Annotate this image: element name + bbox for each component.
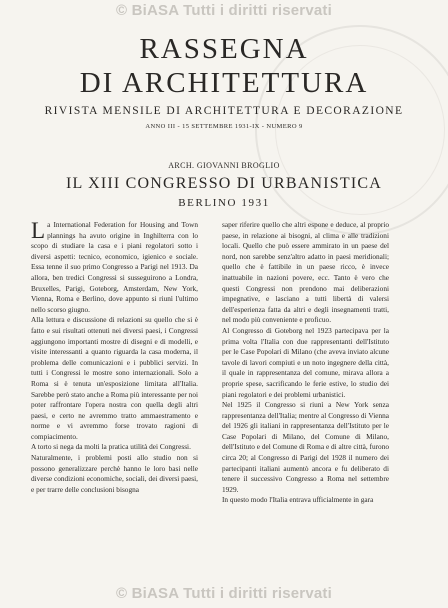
article-author: ARCH. GIOVANNI BROGLIO [168,161,280,170]
paragraph: Nel 1925 il Congresso si riunì a New York senza rappresentanza dell'Italia; mentre al Congresso di Vienna del 1926 gli italiani in rappresentanza dell'Istituto per le Case Popolari di Milano, del Comune di Milano, dell'Istituto e del Comune di Roma e di altre città, furono circa 20; al Congresso di Parigi del 1928 il numero dei partecipanti italiani aumentò ancora e fu deliberato di tenere il successivo Congresso a Roma nel settembre 1929. [222,400,389,494]
masthead-title-line2: DI ARCHITETTURA [79,67,369,99]
paragraph: La International Federation for Housing and Town plannings ha avuto origine in Inghilterra con lo scopo di studiare la casa e i piani regolatori sotto i diversi aspetti: tecnico, economico, igienico e sociale. Essa tenne il suo primo Congresso a Parigi nel 1913. Da allora, ben tredici Congressi si susseguirono a Londra, Bruxelles, Parigi, Goteborg, Amsterdam, New York, Vienna, Roma e Berlino, dove appunto si riunì l'ultimo nello scorso giugno. [31,218,198,314]
watermark-top: © BiASA Tutti i diritti riservati [115,2,332,19]
watermark-bottom: © BiASA Tutti i diritti riservati [115,585,332,602]
paragraph: Alla lettura e discussione di relazioni su quello che si è fatto e sui risultati ottenuti nei diversi paesi, i Congressi aggiungono importanti mostre di disegni e di modelli, e visite interessanti a quanto riguarda la casa moderna, il problema delle comunicazioni e i pubblici servizi. In tutti i Congressi le mostre sono internazionali. Solo a Roma si è tenuta un'esposizione limitata all'Italia. Sarebbe però stato anche a Roma più interessante per noi poter raffrontare l'opera nostra con quella degli altri paesi, e certo ne avremmo tratto ammaestramento e norme e vi avremmo forse trovato ragioni di compiacimento. [31,315,198,441]
issue-line: ANNO III - 15 SETTEMBRE 1931-IX - NUMERO 9 [145,123,303,130]
paragraph: Al Congresso di Goteborg nel 1923 partecipava per la prima volta l'Italia con due rappresentanti dell'Istituto per le Case Popolari di Milano (che aveva inviato alcune tavole di lavori compiuti e un noto ingegnere della città, il quale in rappresentanza del comune, mirava allora a proprie spese, sacrificando le ferie estive, lo studio dei piani regolatori e dei problemi urbanistici. [222,325,389,399]
text-column-left [31,220,198,495]
article-place-date: BERLINO 1931 [178,197,270,209]
paragraph: A torto si nega da molti la pratica utilità dei Congressi. [31,442,191,452]
masthead-title-line1: RASSEGNA [139,33,309,65]
paragraph: Naturalmente, i problemi posti allo studio non si possono generalizzare perchè hanno le loro basi nelle diverse condizioni economiche, sociali, dei diversi paesi, e per trarre delle conclusioni bisogna [31,453,198,494]
text-column-right [222,220,389,506]
drop-cap: L [31,218,46,243]
paragraph: In questo modo l'Italia entrava ufficialmente in gara [222,495,374,505]
article-title: IL XIII CONGRESSO DI URBANISTICA [65,175,383,192]
paragraph: saper riferire quello che altri espone e deduce, al proprio paese, in relazione ai bisogni, al clima e alle tradizioni locali. Quello che può essere ammirato in un paese del nord, non sarebbe senz'altro adatto in paesi meridionali; quello che è fattibile in un paese ricco, è invece inattuabile in nazioni povere, ecc. Tanto è vero che questi Congressi non prendono mai deliberazioni impegnative, e lasciano a tutti libertà di valersi dell'esperienza fatta da altri e degli insegnamenti tratti, nel modo più conveniente e proficuo. [222,220,389,325]
masthead-subtitle: RIVISTA MENSILE DI ARCHITETTURA E DECORAZIONE [44,105,404,117]
